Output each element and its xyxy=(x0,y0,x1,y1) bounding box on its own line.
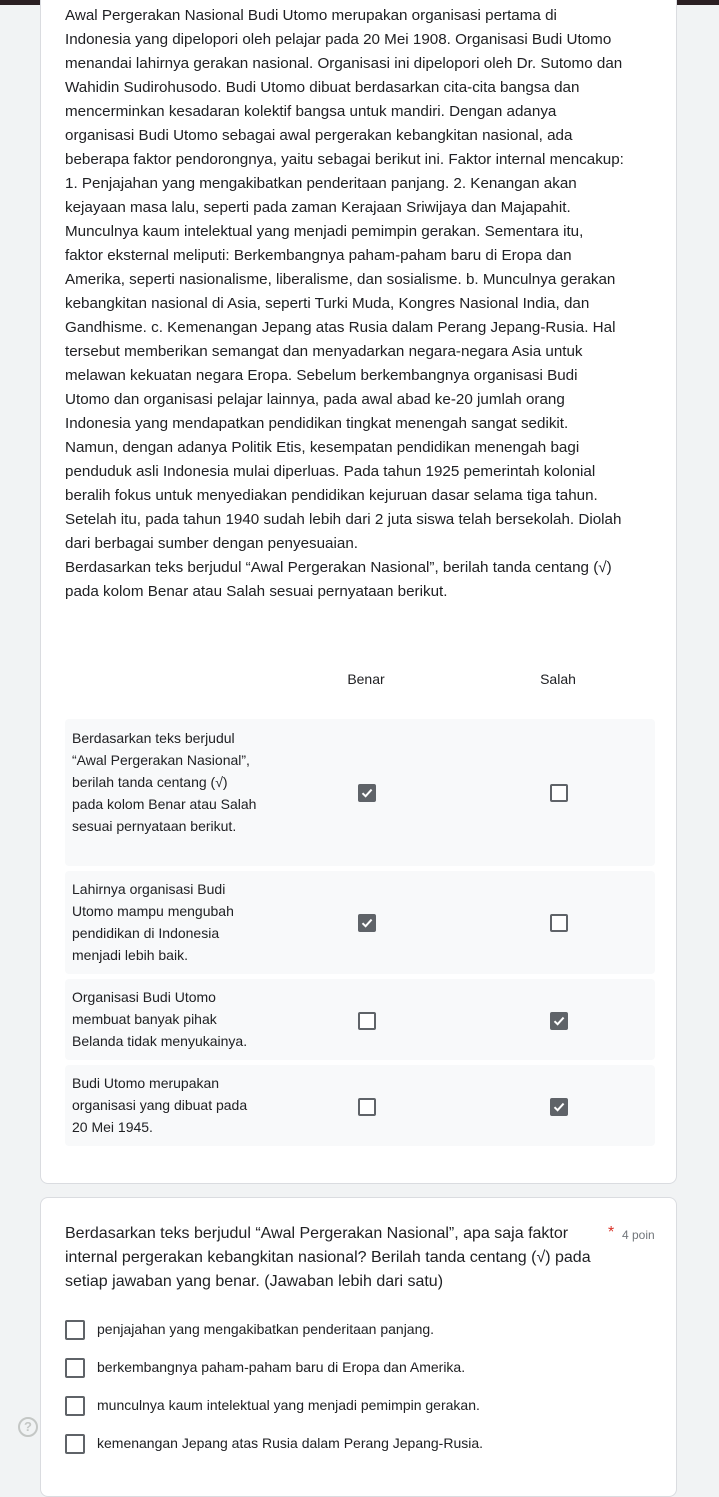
grid-row xyxy=(65,719,655,866)
row2-benar-checkbox[interactable] xyxy=(358,914,376,932)
help-circle-icon[interactable]: ? xyxy=(18,1417,38,1437)
grid-row xyxy=(65,1065,655,1146)
question-title: Berdasarkan teks berjudul “Awal Pergerakan Nasional”, apa saja faktor internal pergerakan kebangkitan nasional? Berilah tanda centang (√) pada setiap jawaban yang benar. (Jawaban lebih dari satu) xyxy=(65,1225,591,1290)
column-header-benar: Benar xyxy=(347,671,385,687)
option-label: berkembangnya paham-paham baru di Eropa dan Amerika. xyxy=(97,1359,466,1375)
grid-row xyxy=(65,871,655,974)
option-label: munculnya kaum intelektual yang menjadi pemimpin gerakan. xyxy=(97,1397,480,1413)
checkmark-icon xyxy=(552,1100,566,1114)
checkmark-icon xyxy=(360,916,374,930)
row2-salah-checkbox[interactable] xyxy=(550,914,568,932)
question-card-grid xyxy=(40,0,677,1184)
passage-text xyxy=(65,4,625,604)
question-card-checkboxes xyxy=(40,1197,677,1497)
checkmark-icon xyxy=(552,1014,566,1028)
grid-row-label: Berdasarkan teks berjudul “Awal Pergerakan Nasional”, berilah tanda centang (√) pada kolom Benar atau Salah sesuai pernyataan berikut. xyxy=(72,730,257,834)
grid-row-label: Budi Utomo merupakan organisasi yang dibuat pada 20 Mei 1945. xyxy=(72,1075,248,1135)
grid-row xyxy=(65,979,655,1060)
option-checkbox[interactable] xyxy=(65,1358,85,1378)
option-checkbox[interactable] xyxy=(65,1320,85,1340)
required-indicator: * xyxy=(608,1224,615,1241)
option-label: kemenangan Jepang atas Rusia dalam Perang Jepang-Rusia. xyxy=(97,1435,484,1451)
row3-salah-checkbox[interactable] xyxy=(550,1012,568,1030)
option-checkbox[interactable] xyxy=(65,1434,85,1454)
row3-benar-checkbox[interactable] xyxy=(358,1012,376,1030)
row1-salah-checkbox[interactable] xyxy=(550,784,568,802)
row4-benar-checkbox[interactable] xyxy=(358,1098,376,1116)
checkmark-icon xyxy=(360,786,374,800)
row4-salah-checkbox[interactable] xyxy=(550,1098,568,1116)
points-label: 4 poin xyxy=(622,1228,655,1242)
row1-benar-checkbox[interactable] xyxy=(358,784,376,802)
passage-paragraph-3: Berdasarkan teks berjudul “Awal Pergerakan Nasional”, berilah tanda centang (√) pada kolom Benar atau Salah sesuai pernyataan berikut. xyxy=(65,559,612,600)
column-header-salah: Salah xyxy=(540,671,576,687)
option-checkbox[interactable] xyxy=(65,1396,85,1416)
passage-paragraph-2: Munculnya kaum intelektual yang menjadi pemimpin gerakan. Sementara itu, faktor eksternal meliputi: Berkembangnya paham-paham baru di Eropa dan Amerika, seperti nasionalisme, liberalisme, dan sosialisme. b. Munculnya gerakan kebangkitan nasional di Asia, seperti Turki Muda, Kongres Nasional India, dan Gandhisme. c. Kemenangan Jepang atas Rusia dalam Perang Jepang-Rusia. Hal tersebut memberikan semangat dan menyadarkan negara-negara Asia untuk melawan kekuatan negara Eropa. Sebelum berkembangnya organisasi Budi Utomo dan organisasi pelajar lainnya, pada awal abad ke-20 jumlah orang Indonesia yang mendapatkan pendidikan tingkat menengah sangat sedikit. Namun, dengan adanya Politik Etis, kesempatan pendidikan menengah bagi penduduk asli Indonesia mulai diperluas. Pada tahun 1925 pemerintah kolonial beralih fokus untuk menyediakan pendidikan kejuruan dasar selama tiga tahun. Setelah itu, pada tahun 1940 sudah lebih dari 2 juta siswa telah bersekolah. Diolah dari berbagai sumber dengan penyesuaian. xyxy=(65,223,622,552)
grid-row-label: Organisasi Budi Utomo membuat banyak pihak Belanda tidak menyukainya. xyxy=(72,989,248,1049)
passage-paragraph-1: Awal Pergerakan Nasional Budi Utomo merupakan organisasi pertama di Indonesia yang dipelopori oleh pelajar pada 20 Mei 1908. Organisasi Budi Utomo menandai lahirnya gerakan nasional. Organisasi ini dipelopori oleh Dr. Sutomo dan Wahidin Sudirohusodo. Budi Utomo dibuat berdasarkan cita-cita bangsa dan mencerminkan kesadaran kolektif bangsa untuk mandiri. Dengan adanya organisasi Budi Utomo sebagai awal pergerakan kebangkitan nasional, ada beberapa faktor pendorongnya, yaitu sebagai berikut ini. Faktor internal mencakup: 1. Penjajahan yang mengakibatkan penderitaan panjang. 2. Kenangan akan kejayaan masa lalu, seperti pada zaman Kerajaan Sriwijaya dan Majapahit. xyxy=(65,7,624,216)
option-label: penjajahan yang mengakibatkan penderitaan panjang. xyxy=(97,1321,435,1337)
grid-row-label: Lahirnya organisasi Budi Utomo mampu mengubah pendidikan di Indonesia menjadi lebih baik. xyxy=(72,881,234,963)
